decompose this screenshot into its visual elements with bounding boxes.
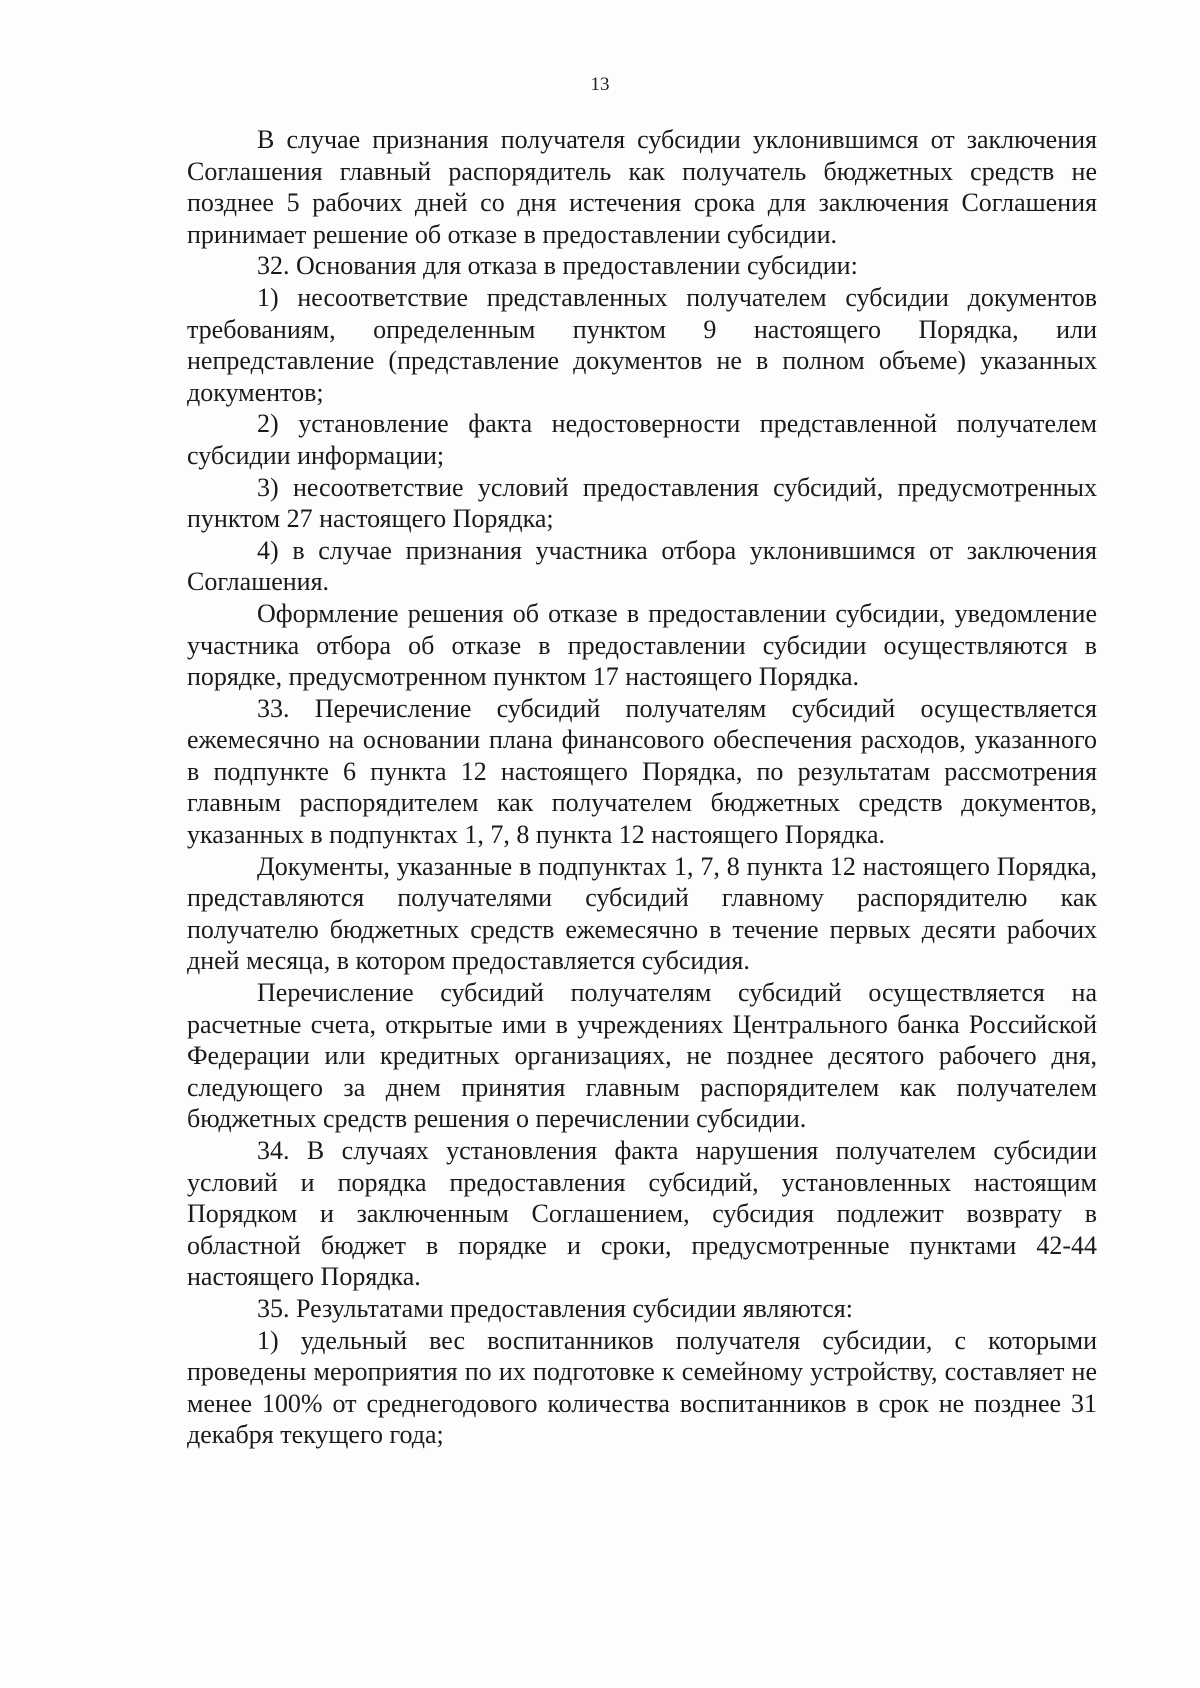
paragraph: 33. Перечисление субсидий получателям субсидий осуществляется ежемесячно на основании плана финансового обеспечения расходов, указанного в подпункте 6 пункта 12 настоящего Порядка, по результатам рассмотрения главным распорядителем как получателем бюджетных средств документов, указанных в подпунктах 1, 7, 8 пункта 12 настоящего Порядка. (187, 693, 1097, 850)
paragraph: 2) установление факта недостоверности представленной получателем субсидии информации; (187, 409, 1097, 470)
paragraph: В случае признания получателя субсидии уклонившимся от заключения Соглашения главный распорядитель как получатель бюджетных средств не позднее 5 рабочих дней со дня истечения срока для заключения Соглашения принимает решение об отказе в предоставлении субсидии. (187, 125, 1097, 249)
document-body (187, 124, 1097, 1451)
page-number: 13 (590, 74, 610, 95)
paragraph: Оформление решения об отказе в предоставлении субсидии, уведомление участника отбора об отказе в предоставлении субсидии осуществляются в порядке, предусмотренном пунктом 17 настоящего Порядка. (187, 598, 1097, 692)
paragraph: Перечисление субсидий получателям субсидий осуществляется на расчетные счета, открытые ими в учреждениях Центрального банка Российской Федерации или кредитных организациях, не позднее десятого рабочего дня, следующего за днем принятия главным распорядителем как получателем бюджетных средств решения о перечислении субсидии. (187, 978, 1097, 1134)
paragraph: 1) удельный вес воспитанников получателя субсидии, с которыми проведены мероприятия по их подготовке к семейному устройству, составляет не менее 100% от среднегодового количества воспитанников в срок не позднее 31 декабря текущего года; (187, 1325, 1097, 1450)
paragraph: 1) несоответствие представленных получателем субсидии документов требованиям, определенным пунктом 9 настоящего Порядка, или непредставление (представление документов не в полном объеме) указанных документов; (187, 282, 1097, 407)
paragraph: 4) в случае признания участника отбора уклонившимся от заключения Соглашения. (187, 535, 1097, 597)
paragraph: Документы, указанные в подпунктах 1, 7, 8 пункта 12 настоящего Порядка, представляются получателями субсидий главному распорядителю как получателю бюджетных средств ежемесячно в течение первых десяти рабочих дней месяца, в котором предоставляется субсидия. (187, 851, 1097, 976)
paragraph: 32. Основания для отказа в предоставлении субсидии: (257, 251, 858, 281)
paragraph: 35. Результатами предоставления субсидии являются: (257, 1293, 853, 1323)
paragraph: 3) несоответствие условий предоставления субсидий, предусмотренных пунктом 27 настоящего Порядка; (187, 472, 1097, 534)
paragraph: 34. В случаях установления факта нарушения получателем субсидии условий и порядка предоставления субсидий, установленных настоящим Порядком и заключенным Соглашением, субсидия подлежит возврату в областной бюджет в порядке и сроки, предусмотренные пунктами 42-44 настоящего Порядка. (187, 1136, 1097, 1292)
